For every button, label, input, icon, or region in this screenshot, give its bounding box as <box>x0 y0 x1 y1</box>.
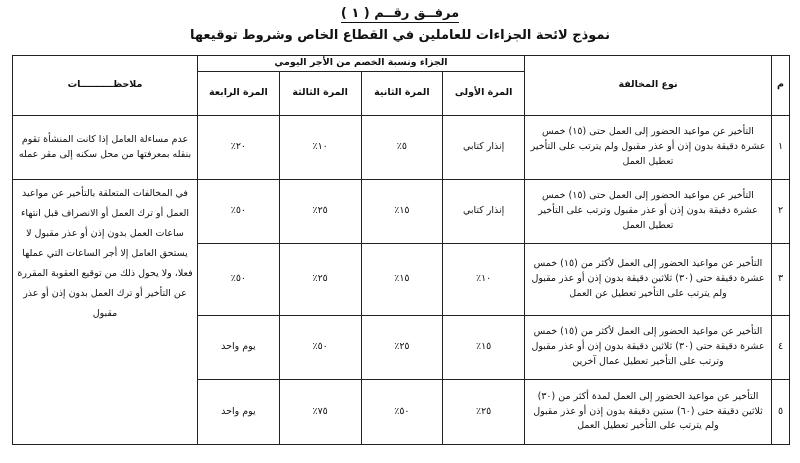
penalty-third: ٢٥٪ <box>279 244 361 316</box>
row-num: ٤ <box>772 316 790 380</box>
page-subtitle: نموذج لائحة الجزاءات للعاملين في القطاع الخاص وشروط توقيعها <box>189 28 611 43</box>
header-penalty-group: الجزاء ونسبة الخصم من الأجر اليومي <box>198 56 525 72</box>
violation-cell: التأخير عن مواعيد الحضور إلى العمل لأكثر من (١٥) خمس عشرة دقيقة حتى (٣٠) ثلاثين دقيقة بدون إذن أو عذر مقبول ولم يترتب على التأخير تعطيل عن العمل <box>525 244 772 316</box>
penalty-third: ٥٠٪ <box>279 316 361 380</box>
page-title <box>0 6 800 21</box>
penalty-first: ٢٥٪ <box>443 380 525 445</box>
page-title-text: مرفــق رقــم ( ١ ) <box>340 6 460 21</box>
row-num: ١ <box>772 116 790 180</box>
shared-notes-cell: في المخالفات المتعلقة بالتأخير عن مواعيد العمل أو ترك العمل أو الانصراف قبل انتهاء ساعات العمل بدون إذن أو عذر مقبول لا يستحق العامل إلا أجر الساعات التي عملها فعلا، ولا يحول ذلك من توقيع العقوبة المقررة عن التأخير أو ترك العمل بدون إذن أو عذر مقبول <box>13 180 198 445</box>
header-second: المرة الثانية <box>361 72 443 116</box>
header-notes: ملاحظــــــــــات <box>13 56 198 116</box>
penalty-second: ١٥٪ <box>361 180 443 244</box>
penalty-third: ٧٥٪ <box>279 380 361 445</box>
table-header-row <box>13 56 790 72</box>
penalty-second: ٥٪ <box>361 116 443 180</box>
violation-cell: التأخير عن مواعيد الحضور إلى العمل لمدة أكثر من (٣٠) ثلاثين دقيقة حتى (٦٠) ستين دقيقة بدون إذن أو عذر مقبول ولم يترتب على التأخير تعطيل العمل <box>525 380 772 445</box>
header-violation: نوع المخالفة <box>525 56 772 116</box>
penalty-fourth: ٥٠٪ <box>198 180 280 244</box>
penalty-fourth: ٥٠٪ <box>198 244 280 316</box>
penalty-second: ١٥٪ <box>361 244 443 316</box>
header-fourth: المرة الرابعة <box>198 72 280 116</box>
header-first: المرة الأولى <box>443 72 525 116</box>
penalty-second: ٥٠٪ <box>361 380 443 445</box>
header-third: المرة الثالثة <box>279 72 361 116</box>
violation-cell: التأخير عن مواعيد الحضور إلى العمل حتى (١٥) خمس عشرة دقيقة بدون إذن أو عذر مقبول وترتب على التأخير تعطيل العمل <box>525 180 772 244</box>
header-num: م <box>772 56 790 116</box>
notes-cell: عدم مساءلة العامل إذا كانت المنشأة تقوم بنقله بمعرفتها من محل سكنه إلى مقر عمله <box>13 116 198 180</box>
row-num: ٣ <box>772 244 790 316</box>
row-num: ٢ <box>772 180 790 244</box>
penalty-first: إنذار كتابي <box>443 180 525 244</box>
penalty-third: ١٠٪ <box>279 116 361 180</box>
penalty-third: ٢٥٪ <box>279 180 361 244</box>
violation-cell: التأخير عن مواعيد الحضور إلى العمل حتى (١٥) خمس عشرة دقيقة بدون إذن أو عذر مقبول ولم يترتب على التأخير تعطيل العمل <box>525 116 772 180</box>
violation-cell: التأخير عن مواعيد الحضور إلى العمل لأكثر من (١٥) خمس عشرة دقيقة حتى (٣٠) ثلاثين دقيقة بدون إذن أو عذر مقبول وترتب على التأخير تعطيل عمال آخرين <box>525 316 772 380</box>
penalty-fourth: يوم واحد <box>198 380 280 445</box>
penalty-first: إنذار كتابي <box>443 116 525 180</box>
table-row <box>13 116 790 180</box>
penalty-fourth: ٢٠٪ <box>198 116 280 180</box>
table-row <box>13 180 790 244</box>
penalty-second: ٢٥٪ <box>361 316 443 380</box>
penalty-first: ١٥٪ <box>443 316 525 380</box>
penalty-fourth: يوم واحد <box>198 316 280 380</box>
penalties-table <box>12 55 790 445</box>
row-num: ٥ <box>772 380 790 445</box>
penalty-first: ١٠٪ <box>443 244 525 316</box>
